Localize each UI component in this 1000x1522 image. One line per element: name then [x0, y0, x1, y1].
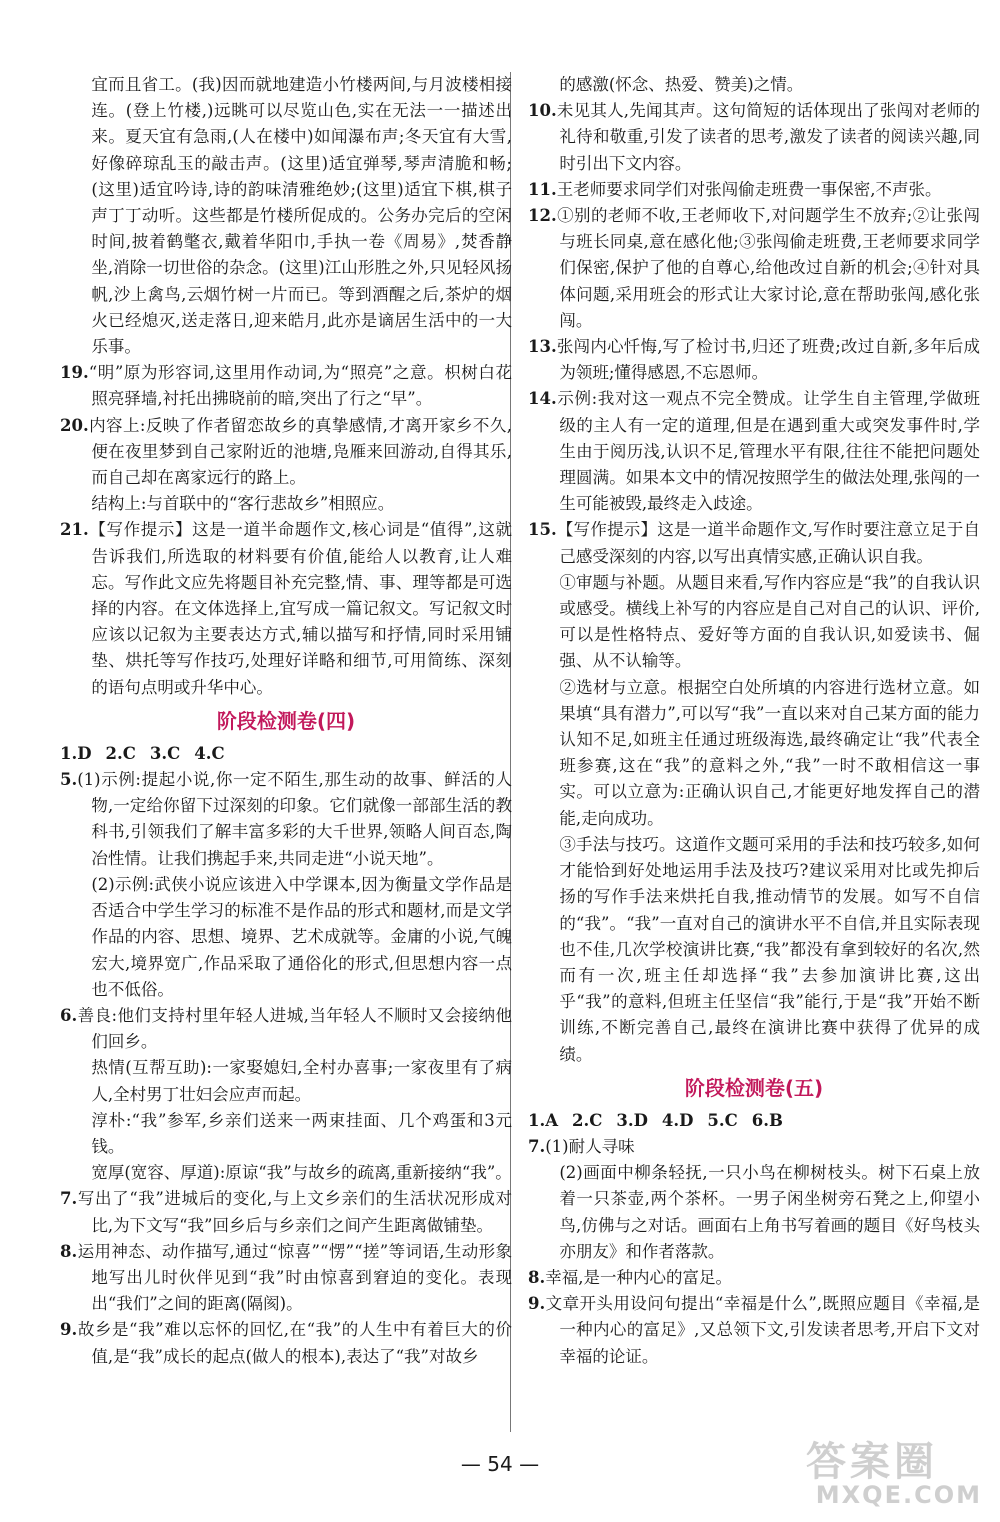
answer-text: 王老师要求同学们对张闯偷走班费一事保密,不声张。	[556, 179, 942, 199]
answer-number: 7.	[528, 1136, 546, 1156]
watermark-top: 答案圈	[806, 1439, 938, 1485]
section-title-5: 阶段检测卷(五)	[684, 1075, 824, 1100]
answer-text: 善良:他们支持村里年轻人进城,当年轻人不顺时又会接纳他们回乡。	[77, 1005, 512, 1052]
answer-number: 10.	[528, 101, 557, 121]
answer-text: 【写作提示】这是一道半命题作文,核心词是“值得”,这就告诉我们,所选取的材料要有价值,能给人以教育,让人难忘。写作此文应先将题目补充完整,情、事、理等都是可选择的内容。在文体选择上,宜写成一篇记叙文。写记叙文时应该以记叙为主要表达方式,辅以描写和抒情,同时采用铺垫、烘托等写作技巧,处理好详略和细节,可用简练、深刻的语句点明或升华中心。	[88, 520, 512, 697]
answer-text: 故乡是“我”难以忘怀的回忆,在“我”的人生中有着巨大的价值,是“我”成长的起点(做人的根本),表达了“我”对故乡	[77, 1320, 512, 1366]
answer-text: (1)示例:提起小说,你一定不陌生,那生动的故事、鲜活的人物,一定给你留下过深刻的印象。它们就像一部部生活的教科书,引领我们了解丰富多彩的大千世界,领略人间百态,陶冶性情。让我们携起手来,共同走进“小说天地”。	[77, 770, 512, 868]
answer-text: (1)耐人寻味	[545, 1136, 635, 1156]
answer-number: 6.	[60, 1005, 78, 1025]
q9-continuation: 的感激(怀念、热爱、赞美)之情。	[559, 75, 804, 94]
left-column	[60, 72, 512, 1370]
watermark-logo	[806, 1430, 982, 1516]
answer-text: 张闯内心忏悔,写了检讨书,归还了班费;改过自新,多年后成为领班;懂得感恩,不忘恩师。	[556, 337, 980, 383]
answer-text: 文章开头用设问句提出“幸福是什么”,既照应题目《幸福,是一种内心的富足》,又总领下文,引发读者思考,开启下文对幸福的论证。	[545, 1294, 980, 1366]
answer-11	[528, 177, 980, 203]
answer-6	[60, 1003, 512, 1055]
answer-19	[60, 360, 512, 412]
answer-text: ①别的老师不收,王老师收下,对问题学生不放弃;②让张闯与班长同桌,意在感化他;③张闯偷走班费,王老师要求同学们保密,保护了他的自尊心,给他改过自新的机会;④针对具体问题,采用班会的形式让大家讨论,意在帮助张闯,感化张闯。	[556, 206, 980, 330]
answer-text: 示例:我对这一观点不完全赞成。让学生自主管理,学做班级的主人有一定的道理,但是在遇到重大或突发事件时,学生由于阅历浅,认识不足,管理水平有限,往往不能把问题处理圆满。如果本文中的情况按照学生的做法处理,张闯的一生可能被毁,最终走入歧途。	[556, 389, 980, 514]
answer-5	[60, 767, 512, 872]
answer-9b	[528, 1291, 980, 1370]
answer-6-c: 淳朴:“我”参军,乡亲们送来一两束挂面、几个鸡蛋和3元钱。	[91, 1110, 512, 1156]
page-number: — 54 —	[460, 1452, 540, 1476]
answer-number: 19.	[60, 363, 89, 383]
answer-15-c: ③手法与技巧。这道作文题可采用的手法和技巧较多,如何才能恰到好处地运用手法及技巧?建议采用对比或先抑后扬的写作手法来烘托自我,推动情节的发展。如写不自信的“我”。“我”一直对自己的演讲水平不自信,并且实际表现也不佳,几次学校演讲比赛,“我”都没有拿到较好的名次,然而有一次,班主任却选择“我”去参加演讲比赛,这出乎“我”的意料,但班主任坚信“我”能行,于是“我”开始不断训练,不断完善自己,最终在演讲比赛中获得了优异的成绩。	[559, 834, 980, 1064]
answer-15-b: ②选材与立意。根据空白处所填的内容进行选材立意。如果填“具有潜力”,可以写“我”一直以来对自己某方面的能力认知不足,如班主任通过班级海选,最终确定让“我”代表全班参赛,这在“我”的意料之外,“我”一时不敢相信这一事实。可以立意为:正确认识自己,才能更好地发挥自己的潜能,走向成功。	[559, 677, 980, 828]
answer-10	[528, 98, 980, 177]
answer-5-part2: (2)示例:武侠小说应该进入中学课本,因为衡量文学作品是否适合中学生学习的标准不是作品的形式和题材,而是文学作品的内容、思想、境界、艺术成就等。金庸的小说,气魄宏大,境界宽广,作品采取了通俗化的形式,但思想内容一点也不低俗。	[91, 874, 512, 999]
section-title-4: 阶段检测卷(四)	[216, 708, 356, 733]
answer-text: 运用神态、动作描写,通过“惊喜”“愣”“搓”等词语,生动形象地写出儿时伙伴见到“我”时由惊喜到窘迫的变化。表现出“我们”之间的距离(隔阂)。	[77, 1241, 512, 1314]
q18-continuation: 宜而且省工。(我)因而就地建造小竹楼两间,与月波楼相接连。(登上竹楼,)远眺可以尽览山色,实在无法一一描述出来。夏天宜有急雨,(人在楼中)如闻瀑布声;冬天宜有大雪,好像碎琼乱玉的敲击声。(这里)适宜弹琴,琴声清脆和畅;(这里)适宜吟诗,诗的韵味清雅绝妙;(这里)适宜下棋,棋子声丁丁动听。这些都是竹楼所促成的。公务办完后的空闲时间,披着鹤氅衣,戴着华阳巾,手执一卷《周易》,焚香静坐,消除一切世俗的杂念。(这里)江山形胜之外,只见轻风扬帆,沙上禽鸟,云烟竹树一片而已。等到酒醒之后,茶炉的烟火已经熄灭,送走落日,迎来皓月,此亦是谪居生活中的一大乐事。	[91, 75, 512, 357]
choice-answers-5: 1.A 2.C 3.D 4.D 5.C 6.B	[528, 1110, 783, 1130]
answer-number: 8.	[528, 1267, 546, 1287]
answer-number: 13.	[528, 337, 557, 357]
answer-20	[60, 413, 512, 492]
answer-number: 9.	[528, 1294, 546, 1314]
answer-7b-part2: (2)画面中柳条轻抚,一只小鸟在柳树枝头。树下石桌上放着一只茶壶,两个茶杯。一男子闲坐树旁石凳之上,仰望小鸟,仿佛与之对话。画面右上角书写着画的题目《好鸟枝头亦朋友》和作者落款。	[559, 1163, 980, 1261]
answer-13	[528, 334, 980, 386]
answer-text: “明”原为形容词,这里用作动词,为“照亮”之意。枳树白花照亮驿墙,衬托出拂晓前的暗,突出了行之“早”。	[88, 363, 512, 409]
answer-number: 8.	[60, 1241, 78, 1261]
answer-text: 幸福,是一种内心的富足。	[545, 1267, 732, 1287]
answer-6-b: 热情(互帮互助):一家娶媳妇,全村办喜事;一家夜里有了病人,全村男丁壮妇会应声而起。	[91, 1058, 512, 1104]
answer-12	[528, 203, 980, 334]
answer-20-structure: 结构上:与首联中的“客行悲故乡”相照应。	[91, 494, 395, 514]
answer-number: 12.	[528, 206, 557, 226]
answer-21	[60, 517, 512, 700]
answer-15	[528, 517, 980, 569]
answer-number: 5.	[60, 770, 78, 790]
answer-14	[528, 386, 980, 517]
answer-text: 内容上:反映了作者留恋故乡的真挚感情,才离开家乡不久,便在夜里梦到自己家附近的池塘,凫雁来回游动,自得其乐,而自己却在离家远行的路上。	[88, 415, 512, 488]
answer-6-d: 宽厚(宽容、厚道):原谅“我”与故乡的疏离,重新接纳“我”。	[91, 1163, 512, 1183]
answer-7b	[528, 1134, 980, 1160]
choice-answers-4: 1.D 2.C 3.C 4.C	[60, 743, 225, 763]
watermark-bottom: MXQE.COM	[815, 1481, 982, 1509]
answer-number: 11.	[528, 179, 557, 199]
answer-7	[60, 1186, 512, 1238]
answer-9	[60, 1317, 512, 1369]
right-column	[528, 72, 980, 1370]
answer-number: 9.	[60, 1320, 78, 1340]
answer-8b	[528, 1265, 980, 1291]
answer-15-a: ①审题与补题。从题目来看,写作内容应是“我”的自我认识或感受。横线上补写的内容应是自己对自己的认识、评价,可以是性格特点、爱好等方面的自我认识,如爱读书、倔强、从不认输等。	[559, 572, 980, 671]
answer-8	[60, 1239, 512, 1318]
answer-number: 21.	[60, 520, 89, 540]
answer-number: 20.	[60, 415, 89, 435]
answer-text: 【写作提示】这是一道半命题作文,写作时要注意立足于自己感受深刻的内容,以写出真情实感,正确认识自我。	[556, 520, 980, 566]
answer-number: 14.	[528, 389, 557, 409]
answer-text: 写出了“我”进城后的变化,与上文乡亲们的生活状况形成对比,为下文写“我”回乡后与乡亲们之间产生距离做铺垫。	[77, 1189, 512, 1235]
answer-number: 15.	[528, 520, 557, 540]
answer-number: 7.	[60, 1189, 78, 1209]
answer-text: 未见其人,先闻其声。这句简短的话体现出了张闯对老师的礼待和敬重,引发了读者的思考,激发了读者的阅读兴趣,同时引出下文内容。	[556, 101, 980, 173]
